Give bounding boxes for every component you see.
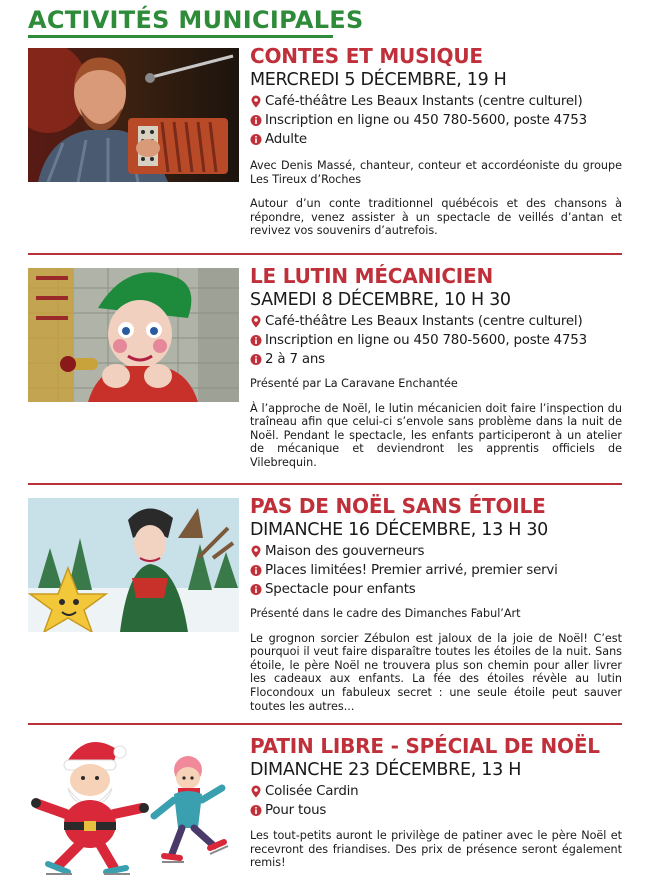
event-registration-text: Inscription en ligne ou 450 780-5600, poste 4753 xyxy=(265,333,587,348)
info-circle-icon xyxy=(250,583,262,596)
map-pin-icon xyxy=(250,315,262,328)
event-location-text: Maison des gouverneurs xyxy=(265,544,425,559)
info-circle-icon xyxy=(250,334,262,347)
event-photo-accordion-musician xyxy=(28,48,239,182)
event-presenter: Présenté dans le cadre des Dimanches Fabul’Art xyxy=(250,607,521,620)
event-info xyxy=(250,264,622,470)
event-audience-text: 2 à 7 ans xyxy=(265,352,325,367)
event-description: À l’approche de Noël, le lutin mécanicien doit faire l’inspection du traîneau afin que celui-ci s’envole sans problème dans la nuit de Noël. Pendant le spectacle, les enfants participeront à un atelier de mécanique et deviendront les apprentis officiels de Vilebrequin. xyxy=(250,401,622,469)
map-pin-icon xyxy=(250,95,262,108)
event-audience xyxy=(250,580,622,599)
event-description: Les tout-petits auront le privilège de patiner avec le père Noël et recevront des friandises. Des prix de présence seront également remis! xyxy=(250,829,622,870)
info-circle-icon xyxy=(250,114,262,127)
event-registration xyxy=(250,111,622,130)
map-pin-icon xyxy=(250,785,262,798)
title-underline xyxy=(28,35,333,38)
event-audience-text: Pour tous xyxy=(265,803,327,818)
event-title: CONTES ET MUSIQUE xyxy=(250,44,483,68)
event-description: Le grognon sorcier Zébulon est jaloux de la joie de Noël! C’est pourquoi il veut faire disparaître toutes les étoiles de la nuit. Sans étoile, le père Noël ne trouvera plus son chemin pour aller livrer les cadeaux aux enfants. La fée des étoiles révèle au lutin Flocondoux un fabuleux secret : une seule étoile peut sauver toutes les autres... xyxy=(250,631,622,713)
event-location-text: Café-théâtre Les Beaux Instants (centre culturel) xyxy=(265,314,583,329)
section-divider xyxy=(28,483,622,485)
event-info xyxy=(250,734,622,870)
event-info xyxy=(250,494,622,713)
event-pas-de-noel-sans-etoile xyxy=(28,494,622,714)
event-photo-star-fairy xyxy=(28,498,239,632)
event-audience-text: Adulte xyxy=(265,132,307,147)
event-location-text: Colisée Cardin xyxy=(265,784,359,799)
event-title: PATIN LIBRE - SPÉCIAL DE NOËL xyxy=(250,734,600,758)
event-location xyxy=(250,542,622,561)
event-audience xyxy=(250,130,622,149)
event-registration-text: Inscription en ligne ou 450 780-5600, poste 4753 xyxy=(265,113,587,128)
event-location-text: Café-théâtre Les Beaux Instants (centre culturel) xyxy=(265,94,583,109)
event-title: LE LUTIN MÉCANICIEN xyxy=(250,264,494,288)
event-date: DIMANCHE 16 DÉCEMBRE, 13 H 30 xyxy=(250,520,549,540)
event-photo-elf-mechanic xyxy=(28,268,239,402)
event-audience xyxy=(250,350,622,369)
event-location xyxy=(250,312,622,331)
map-pin-icon xyxy=(250,545,262,558)
event-contes-et-musique xyxy=(28,44,622,249)
event-registration xyxy=(250,331,622,350)
event-illustration-skating-santa xyxy=(28,730,239,876)
info-circle-icon xyxy=(250,804,262,817)
event-location xyxy=(250,782,622,801)
event-date: DIMANCHE 23 DÉCEMBRE, 13 H xyxy=(250,760,522,780)
section-divider xyxy=(28,723,622,725)
info-circle-icon xyxy=(250,353,262,366)
info-circle-icon xyxy=(250,564,262,577)
section-divider xyxy=(28,253,622,255)
event-presenter: Présenté par La Caravane Enchantée xyxy=(250,377,458,390)
event-presenter: Avec Denis Massé, chanteur, conteur et accordéoniste du groupe Les Tireux d’Roches xyxy=(250,159,622,186)
event-location xyxy=(250,92,622,111)
event-info xyxy=(250,44,622,238)
event-audience xyxy=(250,801,622,820)
event-date: SAMEDI 8 DÉCEMBRE, 10 H 30 xyxy=(250,290,511,310)
event-le-lutin-mecanicien xyxy=(28,264,622,476)
event-description: Autour d’un conte traditionnel québécois et des chansons à répondre, venez assister à un spectacle de veillés d’antan et revivez vos souvenirs d’autrefois. xyxy=(250,197,622,238)
event-registration xyxy=(250,561,622,580)
event-audience-text: Spectacle pour enfants xyxy=(265,582,416,597)
event-patin-libre xyxy=(28,734,622,879)
page-title: ACTIVITÉS MUNICIPALES xyxy=(28,6,364,34)
event-date: MERCREDI 5 DÉCEMBRE, 19 H xyxy=(250,70,507,90)
event-registration-text: Places limitées! Premier arrivé, premier servi xyxy=(265,563,558,578)
info-circle-icon xyxy=(250,133,262,146)
event-title: PAS DE NOËL SANS ÉTOILE xyxy=(250,494,546,518)
